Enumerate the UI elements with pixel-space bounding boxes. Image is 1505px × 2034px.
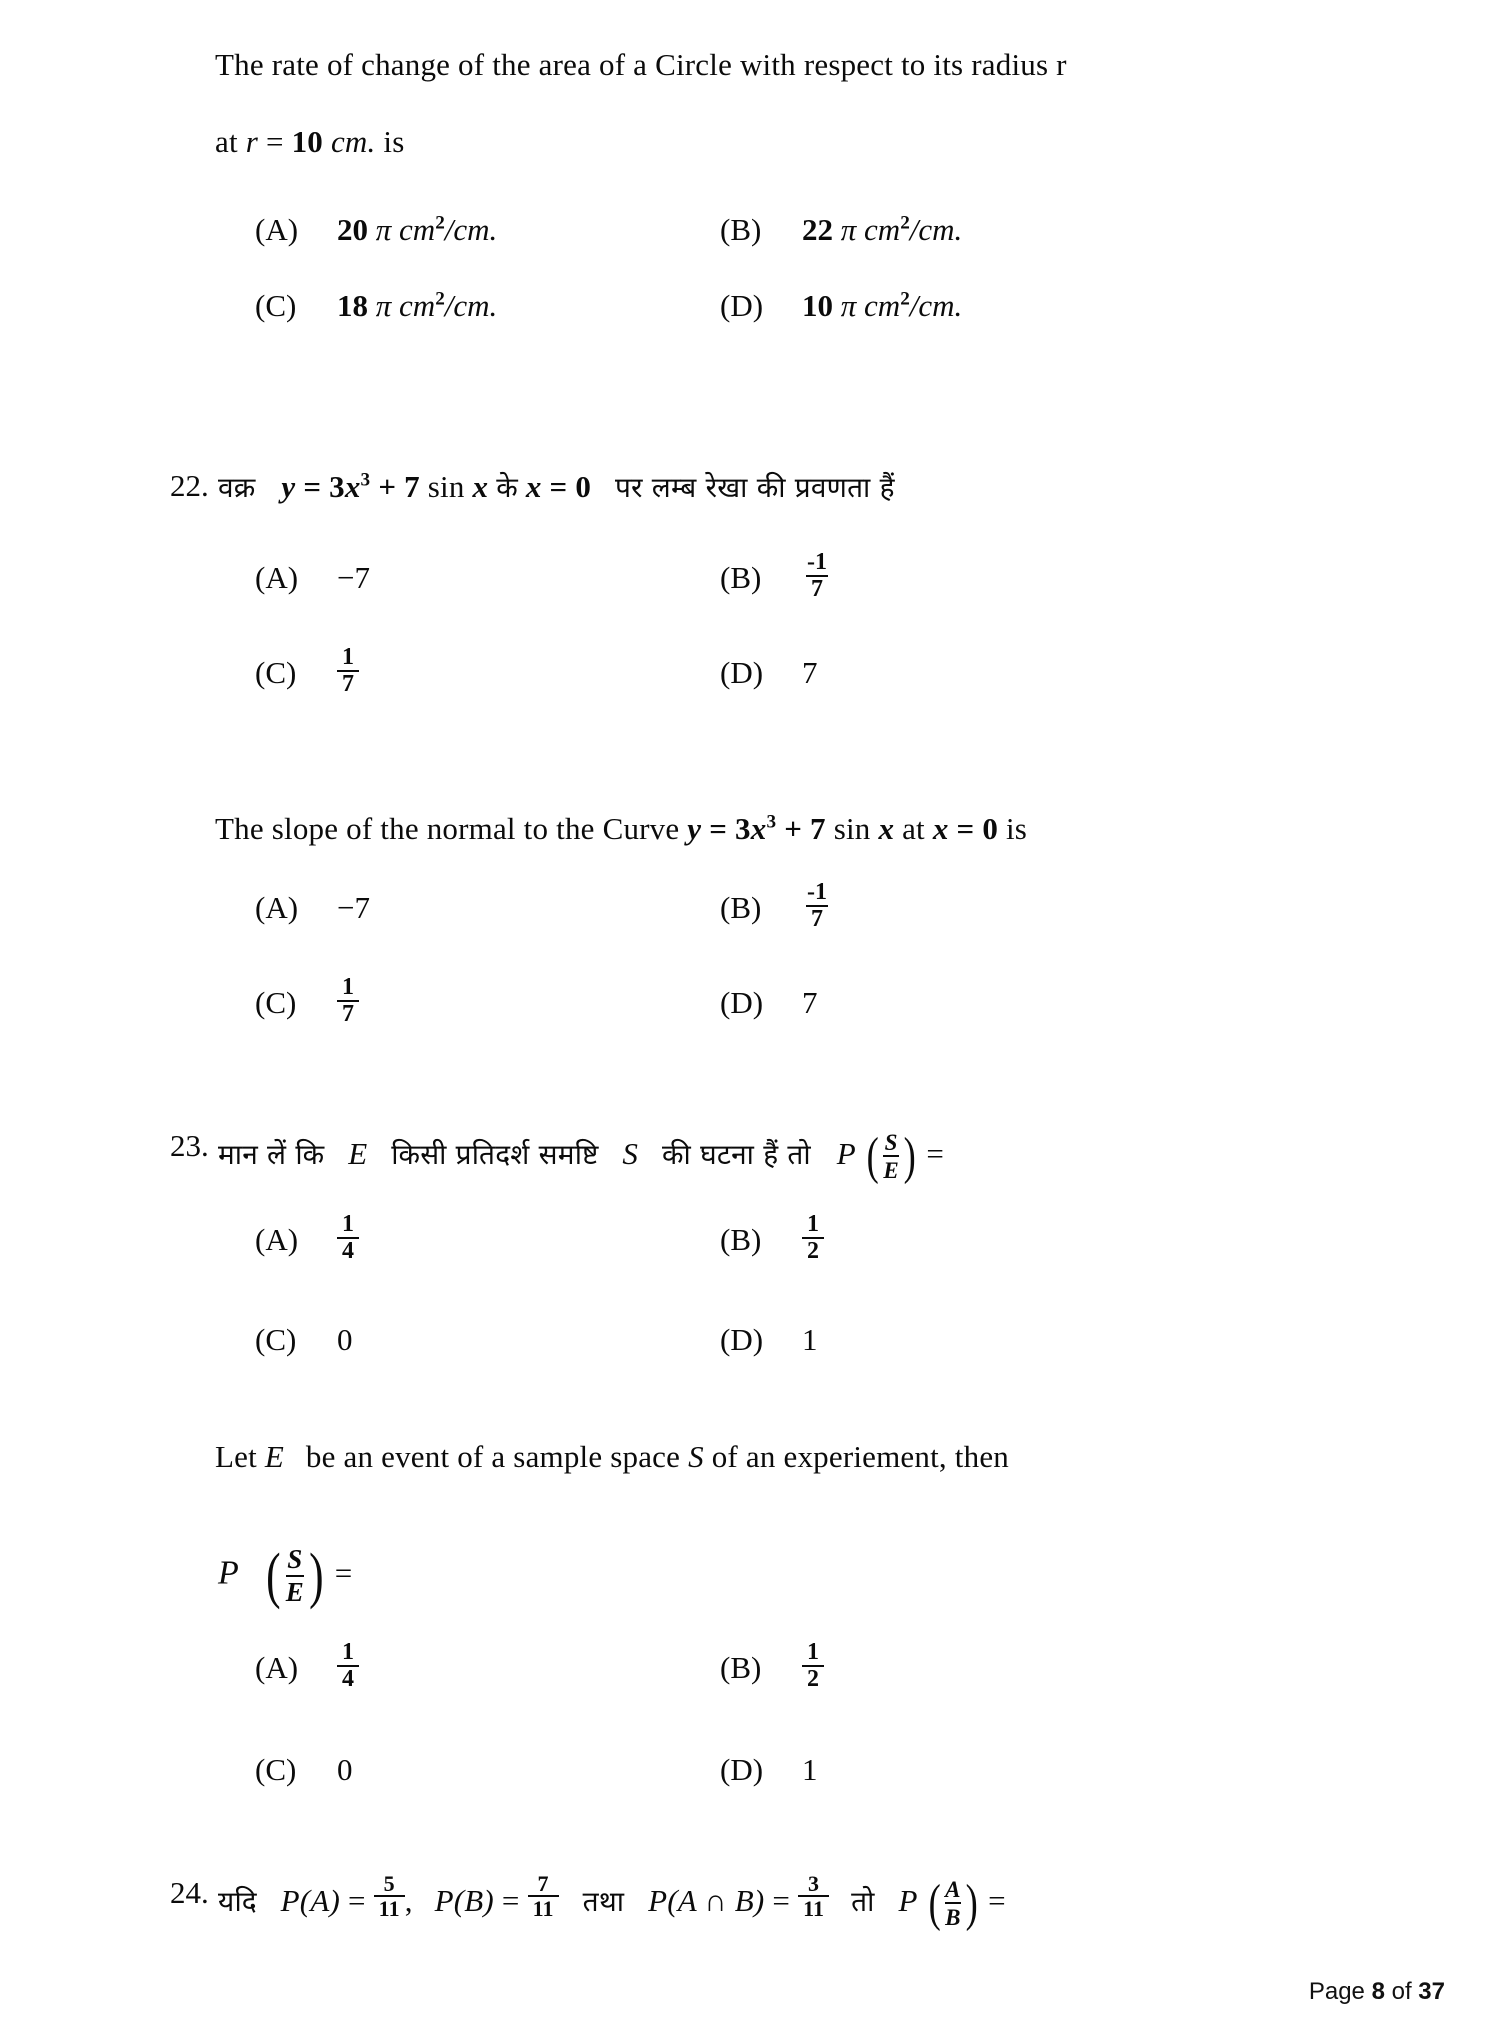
right-paren: ) (903, 1128, 916, 1186)
q23en-tail: of an experiement, then (711, 1439, 1009, 1474)
question-21-options-row-cd (215, 288, 1285, 358)
option-b-label: (B) (720, 560, 762, 595)
q22en-eq2: = (956, 811, 975, 846)
option-b-per: /cm. (909, 212, 963, 247)
q22-x: x (344, 469, 361, 504)
q22-zero: 0 (575, 469, 592, 504)
q21-radius-unit: cm. (330, 124, 376, 159)
option-a[interactable] (255, 890, 370, 926)
option-c-value: 0 (337, 1752, 353, 1787)
fraction-numerator: 1 (342, 974, 354, 1000)
page-footer (1309, 1978, 1445, 2006)
q22en-eq: = (709, 811, 728, 846)
option-b-exponent: 2 (900, 212, 910, 234)
fraction-denominator: 7 (806, 575, 828, 602)
q21-radius-value: 10 (291, 124, 323, 159)
option-b[interactable] (720, 212, 962, 248)
option-d[interactable] (720, 985, 818, 1021)
option-b-value (784, 1639, 824, 1702)
fraction (337, 975, 359, 1027)
option-a-label: (A) (255, 890, 299, 925)
option-d-coefficient: 10 (802, 288, 833, 323)
question-23-formula (218, 1541, 353, 1610)
fraction-numerator: 3 (808, 1870, 820, 1896)
q24-hindi-mid: तथा (582, 1884, 625, 1918)
option-d-value: 7 (802, 985, 818, 1020)
q24-eq2: = (501, 1882, 520, 1918)
question-23en-options-row-ab (215, 1639, 1285, 1720)
option-b-coefficient: 22 (802, 212, 833, 247)
fraction-pab (798, 1872, 829, 1920)
option-d[interactable] (720, 288, 962, 324)
option-d-label: (D) (720, 985, 764, 1020)
question-22-options-row-ab (215, 549, 1285, 630)
footer-page-number: 8 (1371, 1978, 1385, 2005)
q22-cube: 3 (360, 469, 371, 491)
option-b-label: (B) (720, 212, 762, 247)
option-c-value (319, 974, 359, 1037)
fraction-numerator: 1 (342, 1639, 354, 1665)
q22-eq: = (303, 469, 322, 504)
footer-total-pages: 37 (1418, 1978, 1445, 2005)
option-c-label: (C) (255, 985, 297, 1020)
option-a-per: /cm. (444, 212, 498, 247)
question-22-options-row-cd (215, 644, 1285, 725)
option-d[interactable] (720, 1322, 818, 1358)
q22en-tail: is (1005, 811, 1028, 846)
q22-seven: 7 (404, 469, 420, 504)
fraction (337, 1640, 359, 1692)
option-b-label: (B) (720, 1650, 762, 1685)
option-c[interactable] (255, 288, 497, 324)
fraction-numerator: -1 (807, 549, 827, 575)
option-a-pi: π (375, 212, 392, 247)
option-d-label: (D) (720, 655, 764, 690)
option-c-label: (C) (255, 288, 297, 323)
q23en-prob-symbol: P (218, 1554, 239, 1592)
q22en-xvar: x (878, 811, 895, 846)
q22-plus: + (378, 469, 397, 504)
fraction (337, 1212, 359, 1264)
q22en-cube: 3 (766, 811, 777, 833)
question-23-options-row-ab (215, 1211, 1285, 1292)
option-d-value: 1 (802, 1322, 818, 1357)
question-23-stem-english (215, 1440, 1009, 1474)
q23en-lead: Let (215, 1439, 257, 1474)
option-a-label: (A) (255, 1222, 299, 1257)
question-21-stem-line1 (215, 48, 1067, 82)
q23en-mid: be an event of a sample space (305, 1439, 681, 1474)
q24-pb: P(B) (434, 1882, 494, 1918)
question-24-number: 24. (170, 1875, 209, 1910)
q23-hindi-pre: मान लें कि (218, 1137, 325, 1171)
option-d-value: 7 (802, 655, 818, 690)
q22en-seven: 7 (810, 811, 826, 846)
option-c-per: /cm. (444, 288, 498, 323)
left-paren: ( (266, 1541, 281, 1610)
q23-hindi-post: की घटना हैं तो (662, 1137, 811, 1171)
option-c-value: 0 (337, 1322, 353, 1357)
option-c-value (319, 288, 497, 324)
q22en-x: x (750, 811, 767, 846)
q24-hindi-post: तो (851, 1884, 875, 1918)
option-d-value: 1 (802, 1752, 818, 1787)
fraction-numerator: 5 (383, 1870, 395, 1896)
q22en-zero: 0 (982, 811, 999, 846)
right-paren: ) (309, 1541, 324, 1610)
option-b-pi: π (840, 212, 857, 247)
fraction-numerator: 1 (342, 1211, 354, 1237)
option-d-per: /cm. (909, 288, 963, 323)
option-c[interactable] (255, 1752, 353, 1788)
fraction-denominator: 7 (337, 1000, 359, 1027)
q21-equals: = (265, 124, 284, 159)
q21-at-label: at (215, 124, 238, 159)
option-b-value (784, 212, 962, 248)
fraction (802, 1212, 824, 1264)
option-d-label: (D) (720, 1322, 764, 1357)
option-c[interactable] (255, 644, 359, 707)
option-b[interactable] (720, 879, 832, 942)
q22en-x2: x (932, 811, 949, 846)
option-b-unit: cm (864, 212, 901, 247)
option-a-unit: cm (399, 212, 436, 247)
option-a[interactable] (255, 560, 370, 596)
fraction-denominator: 4 (337, 1665, 359, 1692)
question-23en-options-row-cd (215, 1752, 1285, 1822)
q24-hindi-pre: यदि (218, 1884, 257, 1918)
option-b-value (784, 879, 832, 942)
conditional-probability-fraction (864, 1130, 919, 1184)
fraction-denominator: E (285, 1576, 304, 1607)
option-a-label: (A) (255, 1650, 299, 1685)
q23-space-symbol: S (622, 1135, 639, 1171)
fraction-denominator: 7 (337, 670, 359, 697)
option-a-exponent: 2 (435, 212, 445, 234)
fraction (337, 645, 359, 697)
q23en-event: E (264, 1439, 285, 1474)
q22en-sin: sin (833, 811, 871, 846)
q22-y: y (281, 469, 296, 504)
option-c-label: (C) (255, 1322, 297, 1357)
question-22-stem-hindi (218, 470, 895, 504)
q22en-y: y (687, 811, 702, 846)
option-d-label: (D) (720, 1752, 764, 1787)
fraction-numerator: 1 (807, 1211, 819, 1237)
option-a-value: −7 (337, 890, 370, 925)
q23en-space: S (688, 1439, 704, 1474)
question-24-stem-hindi (218, 1870, 1006, 1933)
fraction (802, 550, 832, 602)
option-c-coefficient: 18 (337, 288, 368, 323)
option-c[interactable] (255, 974, 359, 1037)
fraction-pa (374, 1872, 405, 1920)
question-22-number: 22. (170, 468, 209, 503)
q23-prob-symbol: P (836, 1135, 856, 1171)
conditional-probability-fraction (263, 1541, 327, 1610)
fraction-denominator: 2 (802, 1665, 824, 1692)
q21-radius-var: r (245, 124, 258, 159)
q22-hindi-pre: वक्र (218, 471, 256, 504)
q24-equals: = (988, 1882, 1006, 1918)
option-d[interactable] (720, 655, 818, 691)
question-22en-options-row-cd (215, 974, 1285, 1055)
q21-tail: is (383, 124, 405, 159)
option-b-label: (B) (720, 1222, 762, 1257)
option-b-value (784, 1211, 824, 1274)
option-b[interactable] (720, 1211, 824, 1274)
option-b[interactable] (720, 549, 832, 612)
question-23-number: 23. (170, 1128, 209, 1163)
fraction-denominator: E (883, 1155, 899, 1183)
q22-eq2: = (549, 469, 568, 504)
option-b-value (784, 549, 832, 612)
option-d-exponent: 2 (900, 288, 910, 310)
fraction-numerator: A (945, 1877, 961, 1902)
option-a-coefficient: 20 (337, 212, 368, 247)
q23-hindi-mid: किसी प्रतिदर्श समष्टि (391, 1137, 599, 1171)
option-d-pi: π (840, 288, 857, 323)
option-c-label: (C) (255, 1752, 297, 1787)
q23en-equals: = (334, 1555, 353, 1591)
question-21-options-row-ab (215, 212, 1285, 282)
option-c-value (319, 644, 359, 707)
q24-eq1: = (347, 1882, 366, 1918)
q22-hindi-post: पर लम्ब रेखा की प्रवणता हैं (614, 471, 895, 504)
option-a-value (319, 1211, 359, 1274)
fraction-numerator: 1 (342, 644, 354, 670)
fraction-numerator: S (884, 1130, 898, 1155)
option-a[interactable] (255, 212, 497, 248)
option-a[interactable] (255, 1211, 359, 1274)
option-d-value (784, 288, 962, 324)
option-b[interactable] (720, 1639, 824, 1702)
option-c-pi: π (375, 288, 392, 323)
footer-middle: of (1391, 1978, 1412, 2005)
q24-pa: P(A) (280, 1882, 340, 1918)
fraction-denominator: 11 (798, 1895, 829, 1920)
fraction (802, 880, 832, 932)
fraction-denominator: 11 (528, 1895, 559, 1920)
footer-prefix: Page (1308, 1978, 1365, 2005)
fraction-pb (528, 1872, 559, 1920)
q22-three: 3 (329, 469, 345, 504)
option-c[interactable] (255, 1322, 353, 1358)
fraction (802, 1640, 824, 1692)
q24-eq3: = (772, 1882, 791, 1918)
q22-sin: sin (427, 469, 465, 504)
q22-hindi-mid: के (496, 471, 518, 504)
fraction-denominator: 2 (802, 1237, 824, 1264)
q24-pab: P(A ∩ B) (648, 1882, 765, 1918)
question-23-options-row-cd (215, 1322, 1285, 1392)
option-c-exponent: 2 (435, 288, 445, 310)
q22-xvar: x (472, 469, 489, 504)
fraction-denominator: 7 (806, 905, 828, 932)
q22en-three: 3 (735, 811, 751, 846)
left-paren: ( (866, 1128, 879, 1186)
fraction-denominator: 4 (337, 1237, 359, 1264)
option-a-label: (A) (255, 560, 299, 595)
fraction-numerator: S (287, 1544, 303, 1574)
question-22-stem-english (215, 812, 1027, 846)
option-a-value: −7 (337, 560, 370, 595)
fraction-numerator: 1 (807, 1639, 819, 1665)
q24-prob-symbol: P (898, 1882, 918, 1918)
question-21-stem-line2 (215, 125, 404, 159)
option-d-unit: cm (864, 288, 901, 323)
option-d[interactable] (720, 1752, 818, 1788)
option-a-label: (A) (255, 212, 299, 247)
q21-stem-text: The rate of change of the area of a Circle with respect to its radius r (215, 47, 1067, 82)
fraction-numerator: 7 (537, 1870, 549, 1896)
conditional-probability-fraction (926, 1877, 981, 1931)
option-d-label: (D) (720, 288, 764, 323)
q22en-plus: + (784, 811, 803, 846)
left-paren: ( (928, 1875, 941, 1933)
fraction-denominator: B (945, 1902, 961, 1930)
question-23-stem-hindi (218, 1130, 944, 1184)
q22en-lead: The slope of the normal to the Curve (215, 811, 680, 846)
q24-comma: , (404, 1882, 413, 1918)
option-a-value (319, 1639, 359, 1702)
q23-equals: = (926, 1135, 945, 1171)
option-c-label: (C) (255, 655, 297, 690)
fraction-numerator: -1 (807, 879, 827, 905)
q22en-at: at (902, 811, 925, 846)
option-c-unit: cm (399, 288, 436, 323)
option-b-label: (B) (720, 890, 762, 925)
right-paren: ) (965, 1875, 978, 1933)
question-22en-options-row-ab (215, 879, 1285, 960)
option-a[interactable] (255, 1639, 359, 1702)
q22-x2: x (525, 469, 542, 504)
q23-event-symbol: E (348, 1135, 368, 1171)
option-a-value (319, 212, 497, 248)
page-content (170, 0, 1285, 2034)
fraction-denominator: 11 (374, 1895, 405, 1920)
